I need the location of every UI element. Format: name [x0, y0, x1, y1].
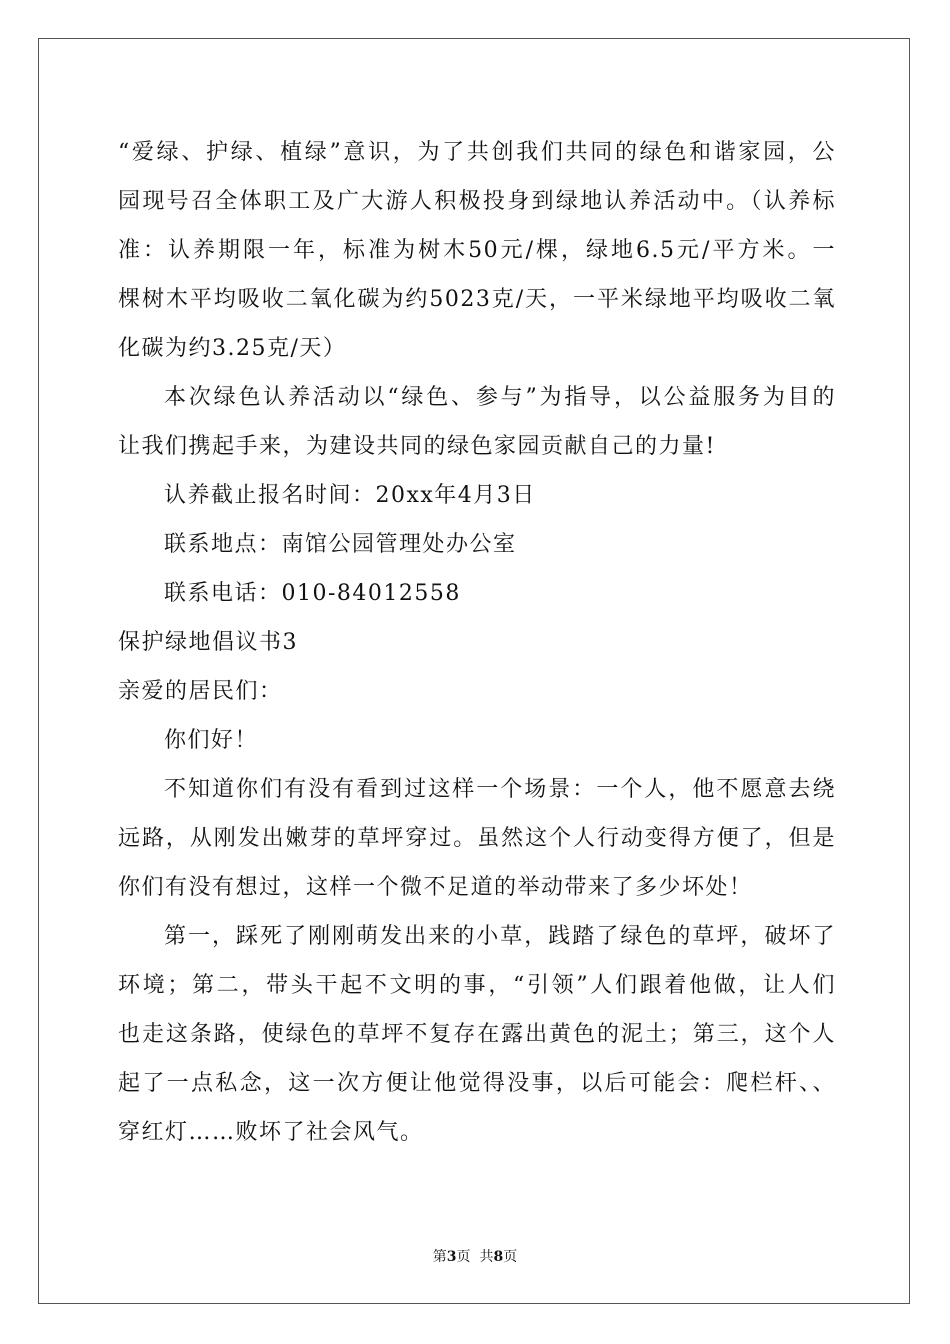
paragraph-line: 棵树木平均吸收二氧化碳为约5023克/天，一平米绿地平均吸收二氧: [118, 287, 836, 312]
paragraph-line: 准：认养期限一年，标准为树木50元/棵，绿地6.5元/平方米。一: [118, 238, 836, 263]
contact-phone-line: 联系电话：010-84012558: [164, 581, 461, 606]
paragraph-line: 第一，踩死了刚刚萌发出来的小草，践踏了绿色的草坪，破坏了: [164, 924, 836, 949]
page-prefix: 第: [432, 1249, 447, 1265]
paragraph-line: 也走这条路，使绿色的草坪不复存在露出黄色的泥土；第三，这个人: [118, 1022, 836, 1047]
paragraph-line: 化碳为约3.25克/天）: [118, 336, 347, 361]
section-title: 保护绿地倡议书3: [118, 630, 298, 655]
paragraph-line: 不知道你们有没有看到过这样一个场景：一个人，他不愿意去绕: [164, 777, 836, 802]
paragraph-line: 远路，从刚发出嫩芽的草坪穿过。虽然这个人行动变得方便了，但是: [118, 826, 836, 851]
total-pages-number: 8: [493, 1249, 504, 1265]
paragraph-line: 让我们携起手来，为建设共同的绿色家园贡献自己的力量!: [118, 434, 716, 459]
paragraph-line: 环境；第二，带头干起不文明的事，“引领”人们跟着他做，让人们: [118, 973, 836, 998]
greeting: 你们好！: [164, 728, 259, 753]
contact-address-line: 联系地点：南馆公园管理处办公室: [164, 532, 517, 557]
paragraph-line: 起了一点私念，这一次方便让他觉得没事，以后可能会：爬栏杆、、: [118, 1071, 836, 1096]
current-page-number: 3: [446, 1249, 457, 1265]
salutation: 亲爱的居民们：: [118, 679, 283, 704]
document-body: [118, 128, 836, 1157]
page-suffix: 页: [503, 1249, 518, 1265]
page-footer: [0, 1246, 950, 1266]
paragraph-line: “爱绿、护绿、植绿”意识，为了共创我们共同的绿色和谐家园，公: [118, 140, 836, 165]
paragraph-line: 本次绿色认养活动以“绿色、参与”为指导，以公益服务为目的: [164, 385, 836, 410]
paragraph-line: 你们有没有想过，这样一个微不足道的举动带来了多少坏处！: [118, 875, 753, 900]
paragraph-line: 穿红灯……败坏了社会风气。: [118, 1120, 424, 1145]
deadline-line: 认养截止报名时间：20xx年4月3日: [164, 483, 536, 508]
paragraph-line: 园现号召全体职工及广大游人积极投身到绿地认养活动中。（认养标: [118, 189, 836, 214]
page-mid: 页 共: [456, 1249, 494, 1265]
